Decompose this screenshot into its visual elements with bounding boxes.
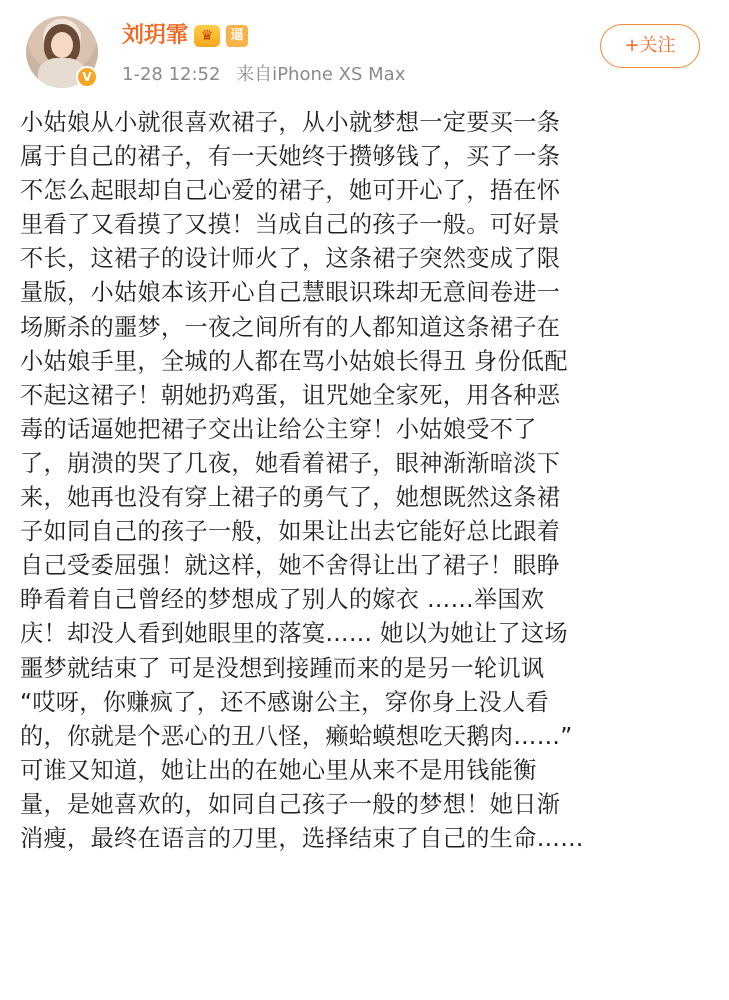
post-text-line: 小姑娘手里，全城的人都在骂小姑娘长得丑 身份低配 [20, 347, 568, 375]
follow-button[interactable]: +关注 [600, 24, 700, 68]
post-text-line: 量版，小姑娘本该开心自己慧眼识珠却无意间卷进一 [20, 279, 561, 307]
post-content [20, 106, 720, 856]
post-text-line: 量，是她喜欢的，如同自己孩子一般的梦想！她日渐 [20, 790, 561, 818]
post-text-line: 噩梦就结束了 可是没想到接踵而来的是另一轮讥讽 [20, 654, 545, 682]
post-timestamp: 1-28 12:52 [122, 64, 221, 85]
post-text-line: 不怎么起眼却自己心爱的裙子，她可开心了，捂在怀 [20, 177, 561, 205]
post-text-line: 可谁又知道，她让出的在她心里从来不是用钱能衡 [20, 756, 537, 784]
post-text-line: 里看了又看摸了又摸！当成自己的孩子一般。可好景 [20, 211, 561, 239]
post-text-line: 消瘦，最终在语言的刀里，选择结束了自己的生命…… [20, 824, 584, 852]
post-text-line: 了，崩溃的哭了几夜，她看着裙子，眼神渐渐暗淡下 [20, 449, 561, 477]
post-text-line: 睁看着自己曾经的梦想成了别人的嫁衣 ……举国欢 [20, 586, 545, 614]
post-text-line: 毒的话逼她把裙子交出让给公主穿！小姑娘受不了 [20, 415, 537, 443]
post-text-line: 子如同自己的孩子一般，如果让出去它能好总比跟着 [20, 518, 561, 546]
post-source: 来自iPhone XS Max [236, 64, 406, 85]
author-name-row [122, 20, 248, 52]
post-text-line: 小姑娘从小就很喜欢裙子，从小就梦想一定要买一条 [20, 109, 561, 136]
post-header [0, 0, 729, 100]
post-text-line: 不起这裙子！朝她扔鸡蛋，诅咒她全家死，用各种恶 [20, 381, 561, 409]
post-text-line: “哎呀，你赚疯了，还不感谢公主，穿你身上没人看 [20, 688, 550, 716]
post-text-line: 的，你就是个恶心的丑八怪，癞蛤蟆想吃天鹅肉……” [20, 722, 573, 750]
post-text-line: 场厮杀的噩梦，一夜之间所有的人都知道这条裙子在 [20, 313, 561, 341]
crown-icon: ♛ [194, 25, 220, 47]
post-text-line: 庆！却没人看到她眼里的落寞…… 她以为她让了这场 [20, 620, 568, 648]
member-badge: 逼 [226, 25, 248, 47]
avatar-face [51, 32, 73, 58]
author-name[interactable]: 刘玥霏 [122, 23, 189, 48]
verified-icon: V [76, 66, 98, 88]
post-text-line: 属于自己的裙子，有一天她终于攒够钱了，买了一条 [20, 143, 561, 171]
post-text-line: 来，她再也没有穿上裙子的勇气了，她想既然这条裙 [20, 484, 561, 512]
post-meta [122, 62, 415, 88]
post-text-line: 不长，这裙子的设计师火了，这条裙子突然变成了限 [20, 245, 561, 273]
post-text-line: 自己受委屈强！就这样，她不舍得让出了裙子！眼睁 [20, 552, 561, 580]
